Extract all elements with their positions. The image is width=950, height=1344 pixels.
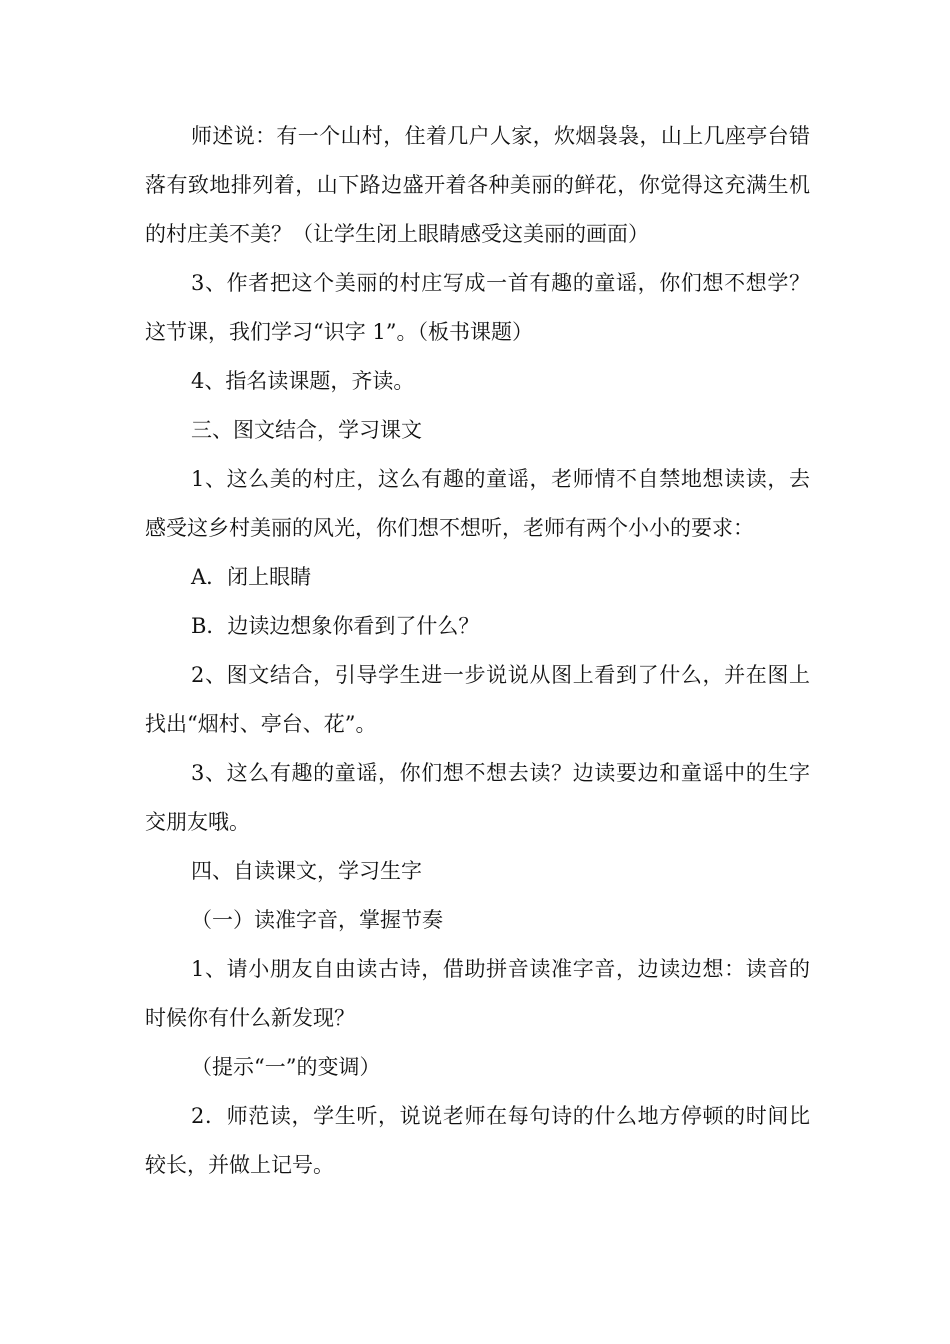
paragraph-teacher-narration: 师述说：有一个山村，住着几户人家，炊烟袅袅，山上几座亭台错落有致地排列着，山下路边盛开着各种美丽的鲜花，你觉得这充满生机的村庄美不美？（让学生闭上眼睛感受这美丽的画面） <box>145 124 810 246</box>
paragraph-step-4: 4、指名读课题，齐读。 <box>191 369 415 393</box>
section-heading-3: 三、图文结合，学习课文 <box>191 418 422 442</box>
section-heading-4: 四、自读课文，学习生字 <box>191 859 422 883</box>
list-item-b: B．边读边想象你看到了什么？ <box>191 614 480 638</box>
list-item-a: A．闭上眼睛 <box>191 565 312 589</box>
paragraph-step-3-intro: 3、作者把这个美丽的村庄写成一首有趣的童谣，你们想不想学？这节课，我们学习“识字 1”。（板书课题） <box>145 271 810 344</box>
paragraph-section3-step1: 1、这么美的村庄，这么有趣的童谣，老师情不自禁地想读读，去感受这乡村美丽的风光，你们想不想听，老师有两个小小的要求： <box>145 467 810 540</box>
document-body <box>145 112 810 1190</box>
paragraph-subsection1-step1: 1、请小朋友自由读古诗，借助拼音读准字音，边读边想：读音的时候你有什么新发现？ <box>145 957 810 1030</box>
subsection-heading-1: （一）读准字音，掌握节奏 <box>191 908 443 932</box>
paragraph-hint: （提示“一”的变调） <box>191 1055 381 1079</box>
paragraph-subsection1-step2: 2．师范读，学生听，说说老师在每句诗的什么地方停顿的时间比较长，并做上记号。 <box>145 1104 810 1177</box>
paragraph-section3-step3: 3、这么有趣的童谣，你们想不想去读？边读要边和童谣中的生字交朋友哦。 <box>145 761 810 834</box>
paragraph-section3-step2: 2、图文结合，引导学生进一步说说从图上看到了什么，并在图上找出“烟村、亭台、花”。 <box>145 663 810 736</box>
